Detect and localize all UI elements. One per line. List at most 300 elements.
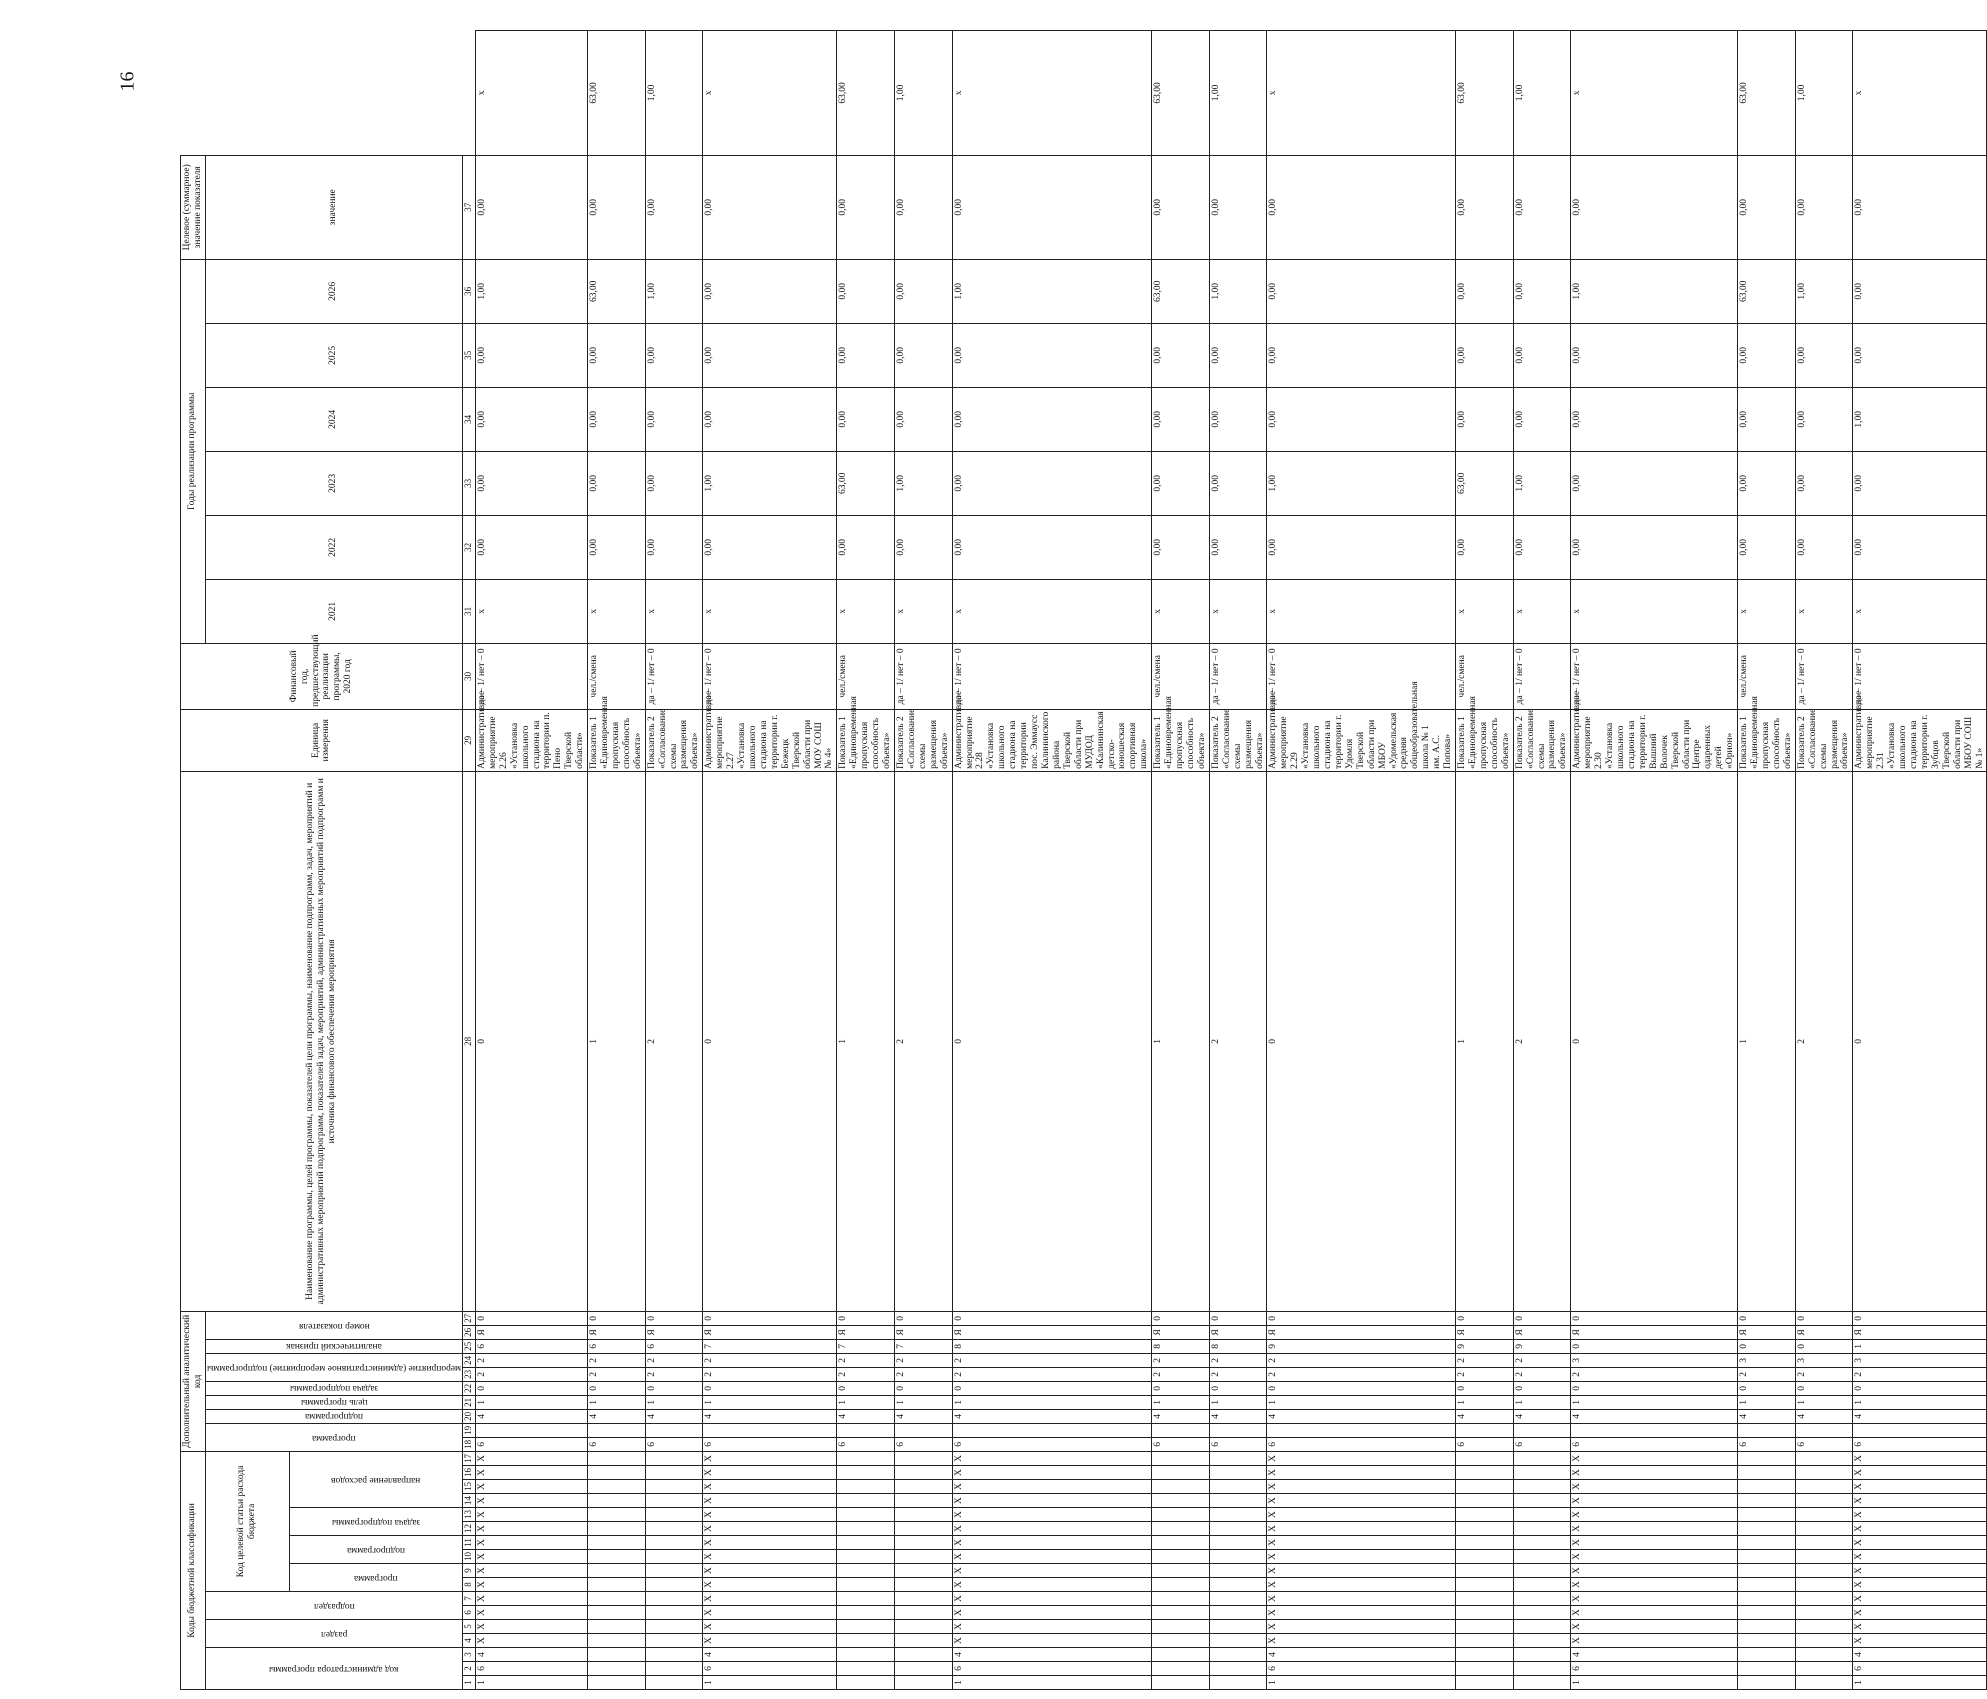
row-target: 63,00	[1152, 31, 1210, 156]
row-fin-year: х	[1267, 579, 1456, 643]
budget-code-cell	[1209, 1522, 1267, 1536]
ac-goal: 1	[837, 1395, 895, 1409]
budget-code-cell	[1209, 1536, 1267, 1550]
budget-code-cell: X	[703, 1550, 837, 1564]
budget-code-cell	[1738, 1536, 1796, 1550]
ac-event-header: мероприятие (административное мероприятие) подпрограммы	[205, 1353, 462, 1381]
budget-code-cell	[1209, 1592, 1267, 1606]
admin-code-3	[837, 1648, 895, 1662]
budget-code-cell: X	[475, 1508, 587, 1522]
year-value: 0,00	[1738, 387, 1796, 451]
budget-code-cell	[1513, 1494, 1571, 1508]
budget-code-cell: X	[703, 1480, 837, 1494]
row-name: Показатель 2 «Согласование схемы размещения объекта»	[645, 709, 703, 771]
budget-code-cell	[1456, 1536, 1514, 1550]
year-value: 0,00	[1152, 451, 1210, 515]
budget-code-cell: X	[703, 1634, 837, 1648]
ac-event-2: 9	[1513, 1339, 1571, 1353]
header-row-1	[181, 31, 206, 1690]
ac-event-2: 1	[1853, 1339, 1987, 1353]
budget-code-cell	[895, 1592, 953, 1606]
ac-program-1: 6	[837, 1437, 895, 1451]
budget-code-cell	[1795, 1620, 1853, 1634]
budget-code-cell	[645, 1522, 703, 1536]
ac-sign-header: аналитический признак	[205, 1339, 462, 1353]
year-value: 0,00	[703, 323, 837, 387]
row-fin-year: х	[1571, 579, 1738, 643]
admin-code-2: 6	[475, 1662, 587, 1676]
row-fin-year: х	[645, 579, 703, 643]
budget-code-cell	[1456, 1606, 1514, 1620]
row-unit: чел./смена	[837, 643, 895, 709]
admin-code-1: 1	[1571, 1676, 1738, 1690]
ac-program-2	[588, 1423, 646, 1437]
table-row	[1209, 31, 1267, 1690]
column-number: 6	[462, 1606, 475, 1620]
ac-sign: Я	[1795, 1325, 1853, 1339]
budget-code-cell: X	[475, 1494, 587, 1508]
admin-code-1	[1456, 1676, 1514, 1690]
budget-code-cell	[588, 1522, 646, 1536]
budget-code-cell: X	[475, 1564, 587, 1578]
budget-code-cell: X	[1853, 1522, 1987, 1536]
year-value: 0,00	[1571, 155, 1738, 259]
ac-task: 0	[952, 1381, 1152, 1395]
budget-code-cell	[895, 1606, 953, 1620]
budget-code-cell	[837, 1564, 895, 1578]
ac-subtask: 2	[1571, 1367, 1738, 1381]
table-row	[837, 31, 895, 1690]
year-value: 0,00	[1853, 155, 1987, 259]
budget-code-cell	[1456, 1592, 1514, 1606]
ac-sign: Я	[1456, 1325, 1514, 1339]
year-2024: 2024	[205, 387, 462, 451]
column-number: 24	[462, 1353, 475, 1367]
year-value: 0,00	[703, 387, 837, 451]
ac-goal: 1	[952, 1395, 1152, 1409]
year-value: 0,00	[703, 259, 837, 323]
task-code-header: задача подпрограммы	[289, 1508, 462, 1536]
admin-code-2: 6	[1571, 1662, 1738, 1676]
budget-code-cell: X	[1267, 1564, 1456, 1578]
row-target: х	[952, 31, 1152, 156]
ac-subtask: 2	[895, 1367, 953, 1381]
budget-code-cell	[588, 1480, 646, 1494]
row-name: Показатель 2 «Согласование схемы размещения объекта»	[895, 709, 953, 771]
year-value: 63,00	[1152, 259, 1210, 323]
ac-indicator-2: 2	[895, 771, 953, 1311]
budget-code-cell	[645, 1606, 703, 1620]
year-value: 0,00	[1209, 451, 1267, 515]
ac-event-2: 7	[837, 1339, 895, 1353]
budget-code-cell	[588, 1451, 646, 1465]
row-fin-year: х	[1738, 579, 1796, 643]
column-number: 20	[462, 1409, 475, 1423]
year-value: 0,00	[837, 259, 895, 323]
row-target: 63,00	[837, 31, 895, 156]
column-number: 2	[462, 1662, 475, 1676]
ac-indicator-1: 0	[1853, 1311, 1987, 1325]
ac-program-1: 6	[703, 1437, 837, 1451]
ac-goal-header: цель программы	[205, 1395, 462, 1409]
budget-code-cell	[895, 1564, 953, 1578]
year-value: 1,00	[952, 259, 1152, 323]
year-value: 0,00	[475, 451, 587, 515]
budget-code-cell	[1152, 1466, 1210, 1480]
year-value: 1,00	[1571, 259, 1738, 323]
ac-subprogram: 4	[645, 1409, 703, 1423]
budget-code-cell	[645, 1466, 703, 1480]
budget-code-cell: X	[1853, 1550, 1987, 1564]
year-value: 0,00	[588, 515, 646, 579]
budget-code-cell: X	[1853, 1451, 1987, 1465]
ac-subtask: 2	[588, 1367, 646, 1381]
year-2023: 2023	[205, 451, 462, 515]
budget-code-cell: X	[1853, 1466, 1987, 1480]
budget-code-cell	[1152, 1522, 1210, 1536]
admin-code-1	[837, 1676, 895, 1690]
column-number: 34	[462, 387, 475, 451]
budget-code-cell	[588, 1634, 646, 1648]
row-unit: чел./смена	[588, 643, 646, 709]
year-value: 0,00	[1209, 155, 1267, 259]
budget-code-cell: X	[1267, 1634, 1456, 1648]
budget-code-cell	[895, 1494, 953, 1508]
target-header: Целевое (суммарное) значение показателя	[181, 155, 206, 259]
ac-event-1: 2	[1513, 1353, 1571, 1367]
ac-goal: 1	[1795, 1395, 1853, 1409]
column-number: 35	[462, 323, 475, 387]
ac-program-1: 6	[1738, 1437, 1796, 1451]
column-number: 29	[462, 709, 475, 771]
admin-code-2	[895, 1662, 953, 1676]
ac-indicator-1: 0	[588, 1311, 646, 1325]
ac-indicator-header: номер показателя	[205, 1311, 462, 1339]
budget-code-cell: X	[475, 1550, 587, 1564]
year-value: 1,00	[475, 259, 587, 323]
admin-code-2: 6	[1853, 1662, 1987, 1676]
ac-program-2	[895, 1423, 953, 1437]
year-value: 0,00	[1853, 515, 1987, 579]
budget-code-cell	[895, 1480, 953, 1494]
section-header: раздел	[205, 1620, 462, 1648]
admin-code-2: 6	[1267, 1662, 1456, 1676]
year-value: 1,00	[703, 451, 837, 515]
budget-code-cell: X	[703, 1522, 837, 1536]
budget-code-cell	[1456, 1634, 1514, 1648]
ac-goal: 1	[703, 1395, 837, 1409]
column-number: 8	[462, 1578, 475, 1592]
year-value: 0,00	[1152, 515, 1210, 579]
budget-code-cell	[837, 1480, 895, 1494]
ac-program-1: 6	[1152, 1437, 1210, 1451]
column-number: 1	[462, 1676, 475, 1690]
row-target: х	[703, 31, 837, 156]
year-value: 0,00	[895, 515, 953, 579]
column-number: 28	[462, 771, 475, 1311]
budget-code-cell	[1513, 1564, 1571, 1578]
row-target: 1,00	[895, 31, 953, 156]
ac-event-1: 2	[895, 1353, 953, 1367]
ac-indicator-2: 1	[1456, 771, 1514, 1311]
table-row	[475, 31, 587, 1690]
row-unit: да – 1/ нет – 0	[1571, 643, 1738, 709]
ac-indicator-2: 0	[1267, 771, 1456, 1311]
ac-event-2: 6	[475, 1339, 587, 1353]
row-unit: да – 1/ нет – 0	[703, 643, 837, 709]
budget-code-cell	[1738, 1508, 1796, 1522]
budget-code-cell: X	[1571, 1536, 1738, 1550]
year-value: 1,00	[1209, 259, 1267, 323]
admin-code-1	[1738, 1676, 1796, 1690]
budget-code-cell: X	[1853, 1536, 1987, 1550]
ac-subprogram-header: подпрограмма	[205, 1409, 462, 1423]
year-value: 0,00	[1267, 155, 1456, 259]
year-value: 1,00	[1795, 259, 1853, 323]
admin-code-3: 4	[1571, 1648, 1738, 1662]
budget-code-cell: X	[703, 1451, 837, 1465]
admin-code-3	[895, 1648, 953, 1662]
budget-code-cell	[1456, 1620, 1514, 1634]
ac-program-1: 6	[952, 1437, 1152, 1451]
admin-code-2	[588, 1662, 646, 1676]
budget-code-cell	[1738, 1634, 1796, 1648]
budget-code-cell	[1513, 1451, 1571, 1465]
ac-indicator-2: 2	[1513, 771, 1571, 1311]
ac-event-2: 0	[1795, 1339, 1853, 1353]
admin-code-3	[1209, 1648, 1267, 1662]
ac-indicator-1: 0	[1152, 1311, 1210, 1325]
admin-code-2	[1513, 1662, 1571, 1676]
row-name: Показатель 1 «Единовременная пропускная способность объекта»	[1152, 709, 1210, 771]
ac-program-2	[1456, 1423, 1514, 1437]
ac-goal: 1	[1267, 1395, 1456, 1409]
year-value: 0,00	[1795, 155, 1853, 259]
ac-subtask: 2	[1209, 1367, 1267, 1381]
admin-code-2	[645, 1662, 703, 1676]
ac-task: 0	[475, 1381, 587, 1395]
row-fin-year: х	[1795, 579, 1853, 643]
table-row	[645, 31, 703, 1690]
row-fin-year: х	[1152, 579, 1210, 643]
year-2025: 2025	[205, 323, 462, 387]
ac-indicator-1: 0	[645, 1311, 703, 1325]
budget-code-cell	[837, 1451, 895, 1465]
budget-code-cell	[1152, 1508, 1210, 1522]
budget-code-cell	[1738, 1466, 1796, 1480]
ac-indicator-1: 0	[952, 1311, 1152, 1325]
year-value: 0,00	[1853, 323, 1987, 387]
budget-code-cell	[1738, 1564, 1796, 1578]
budget-code-cell	[1513, 1592, 1571, 1606]
table-row	[1152, 31, 1210, 1690]
row-fin-year: х	[588, 579, 646, 643]
budget-code-cell	[1456, 1480, 1514, 1494]
ac-indicator-2: 0	[952, 771, 1152, 1311]
budget-code-cell: X	[1571, 1494, 1738, 1508]
ac-task: 0	[1267, 1381, 1456, 1395]
ac-program-1: 6	[1209, 1437, 1267, 1451]
admin-code-3: 4	[1853, 1648, 1987, 1662]
budget-code-cell	[895, 1508, 953, 1522]
ac-task: 0	[1513, 1381, 1571, 1395]
budget-code-cell: X	[952, 1606, 1152, 1620]
ac-goal: 1	[475, 1395, 587, 1409]
budget-code-cell: X	[1267, 1522, 1456, 1536]
ac-event-2: 0	[1571, 1339, 1738, 1353]
ac-task: 0	[1853, 1381, 1987, 1395]
budget-code-cell	[1513, 1634, 1571, 1648]
ac-subtask: 2	[1853, 1367, 1987, 1381]
year-value: 0,00	[895, 259, 953, 323]
budget-code-cell	[1795, 1522, 1853, 1536]
target-item-code-header: Код целевой статьи расхода бюджета	[205, 1451, 289, 1591]
budget-code-cell	[1795, 1592, 1853, 1606]
budget-code-cell	[645, 1564, 703, 1578]
budget-code-cell: X	[703, 1536, 837, 1550]
ac-program-1: 6	[1513, 1437, 1571, 1451]
row-fin-year: х	[475, 579, 587, 643]
budget-code-cell	[895, 1578, 953, 1592]
row-unit: да – 1/ нет – 0	[895, 643, 953, 709]
budget-code-cell	[1513, 1522, 1571, 1536]
budget-code-cell	[1513, 1620, 1571, 1634]
table-body	[475, 31, 1987, 1690]
ac-sign: Я	[837, 1325, 895, 1339]
budget-code-cell	[1209, 1606, 1267, 1620]
budget-code-cell	[837, 1578, 895, 1592]
rotated-table-container	[180, 30, 1985, 1690]
budget-code-cell	[1209, 1466, 1267, 1480]
year-value: 0,00	[1209, 323, 1267, 387]
budget-code-cell: X	[475, 1620, 587, 1634]
row-unit: чел./смена	[1738, 643, 1796, 709]
ac-indicator-2: 0	[1853, 771, 1987, 1311]
ac-indicator-1: 0	[837, 1311, 895, 1325]
column-number: 25	[462, 1339, 475, 1353]
budget-code-cell	[1152, 1494, 1210, 1508]
year-value: 0,00	[1513, 155, 1571, 259]
budget-code-cell	[1152, 1564, 1210, 1578]
budget-code-cell: X	[1267, 1494, 1456, 1508]
ac-program-2	[1795, 1423, 1853, 1437]
column-number: 11	[462, 1536, 475, 1550]
budget-code-cell	[1152, 1592, 1210, 1606]
budget-code-cell	[1152, 1451, 1210, 1465]
expense-direction-header: направление расходов	[289, 1451, 462, 1507]
ac-program-2	[1571, 1423, 1738, 1437]
ac-goal: 1	[588, 1395, 646, 1409]
year-2026: 2026	[205, 259, 462, 323]
admin-code-2	[1738, 1662, 1796, 1676]
ac-subtask: 2	[475, 1367, 587, 1381]
year-value: 0,00	[475, 515, 587, 579]
admin-code-1: 1	[952, 1676, 1152, 1690]
row-fin-year: х	[1853, 579, 1987, 643]
ac-subprogram: 4	[475, 1409, 587, 1423]
budget-code-cell	[837, 1536, 895, 1550]
ac-indicator-2: 2	[1209, 771, 1267, 1311]
budget-code-cell	[1209, 1480, 1267, 1494]
ac-indicator-2: 2	[1795, 771, 1853, 1311]
row-unit: да – 1/ нет – 0	[952, 643, 1152, 709]
admin-code-1	[895, 1676, 953, 1690]
budget-code-cell	[895, 1620, 953, 1634]
budget-code-cell: X	[703, 1466, 837, 1480]
budget-code-cell	[588, 1508, 646, 1522]
budget-code-cell	[1795, 1564, 1853, 1578]
budget-code-cell: X	[952, 1522, 1152, 1536]
year-value: 0,00	[645, 387, 703, 451]
ac-program-1: 6	[1267, 1437, 1456, 1451]
admin-code-1: 1	[475, 1676, 587, 1690]
ac-program-2	[1738, 1423, 1796, 1437]
budget-code-cell: X	[1267, 1550, 1456, 1564]
row-target: 63,00	[1738, 31, 1796, 156]
budget-code-cell	[895, 1522, 953, 1536]
years-header: Годы реализации программы	[181, 259, 206, 643]
row-fin-year: х	[895, 579, 953, 643]
admin-code-3: 4	[952, 1648, 1152, 1662]
budget-code-cell: X	[475, 1536, 587, 1550]
budget-code-cell: X	[1853, 1480, 1987, 1494]
ac-program-1: 6	[1571, 1437, 1738, 1451]
ac-task: 0	[703, 1381, 837, 1395]
budget-code-cell	[1209, 1620, 1267, 1634]
budget-code-cell: X	[1267, 1592, 1456, 1606]
row-fin-year: х	[837, 579, 895, 643]
row-fin-year: х	[703, 579, 837, 643]
budget-code-cell: X	[1267, 1466, 1456, 1480]
ac-subprogram: 4	[588, 1409, 646, 1423]
ac-sign: Я	[1738, 1325, 1796, 1339]
admin-code-3	[1795, 1648, 1853, 1662]
budget-code-cell	[1738, 1522, 1796, 1536]
budget-code-cell: X	[703, 1620, 837, 1634]
budget-code-cell: X	[1853, 1508, 1987, 1522]
year-value: 0,00	[1267, 259, 1456, 323]
year-value: 0,00	[1513, 515, 1571, 579]
column-number: 22	[462, 1381, 475, 1395]
row-target: х	[1853, 31, 1987, 156]
year-value: 0,00	[1267, 323, 1456, 387]
budget-code-cell	[645, 1634, 703, 1648]
row-unit: да – 1/ нет – 0	[1513, 643, 1571, 709]
column-number: 16	[462, 1466, 475, 1480]
ac-subprogram: 4	[1513, 1409, 1571, 1423]
column-number: 12	[462, 1522, 475, 1536]
ac-event-1: 2	[1267, 1353, 1456, 1367]
budget-code-cell	[1738, 1592, 1796, 1606]
budget-code-cell	[1738, 1606, 1796, 1620]
budget-code-cell: X	[475, 1522, 587, 1536]
budget-code-cell	[837, 1592, 895, 1606]
column-number: 17	[462, 1451, 475, 1465]
ac-indicator-2: 1	[837, 771, 895, 1311]
budget-code-cell: X	[1571, 1620, 1738, 1634]
year-value: 0,00	[1571, 387, 1738, 451]
budget-code-cell	[1152, 1550, 1210, 1564]
extra-code-header: Дополнительный аналитический код	[181, 1311, 206, 1451]
budget-code-cell	[1456, 1508, 1514, 1522]
budget-code-cell	[895, 1550, 953, 1564]
row-fin-year: х	[1209, 579, 1267, 643]
ac-event-1: 2	[475, 1353, 587, 1367]
ac-event-1: 2	[645, 1353, 703, 1367]
row-target: х	[1571, 31, 1738, 156]
budget-code-cell: X	[475, 1451, 587, 1465]
admin-code-2	[1795, 1662, 1853, 1676]
